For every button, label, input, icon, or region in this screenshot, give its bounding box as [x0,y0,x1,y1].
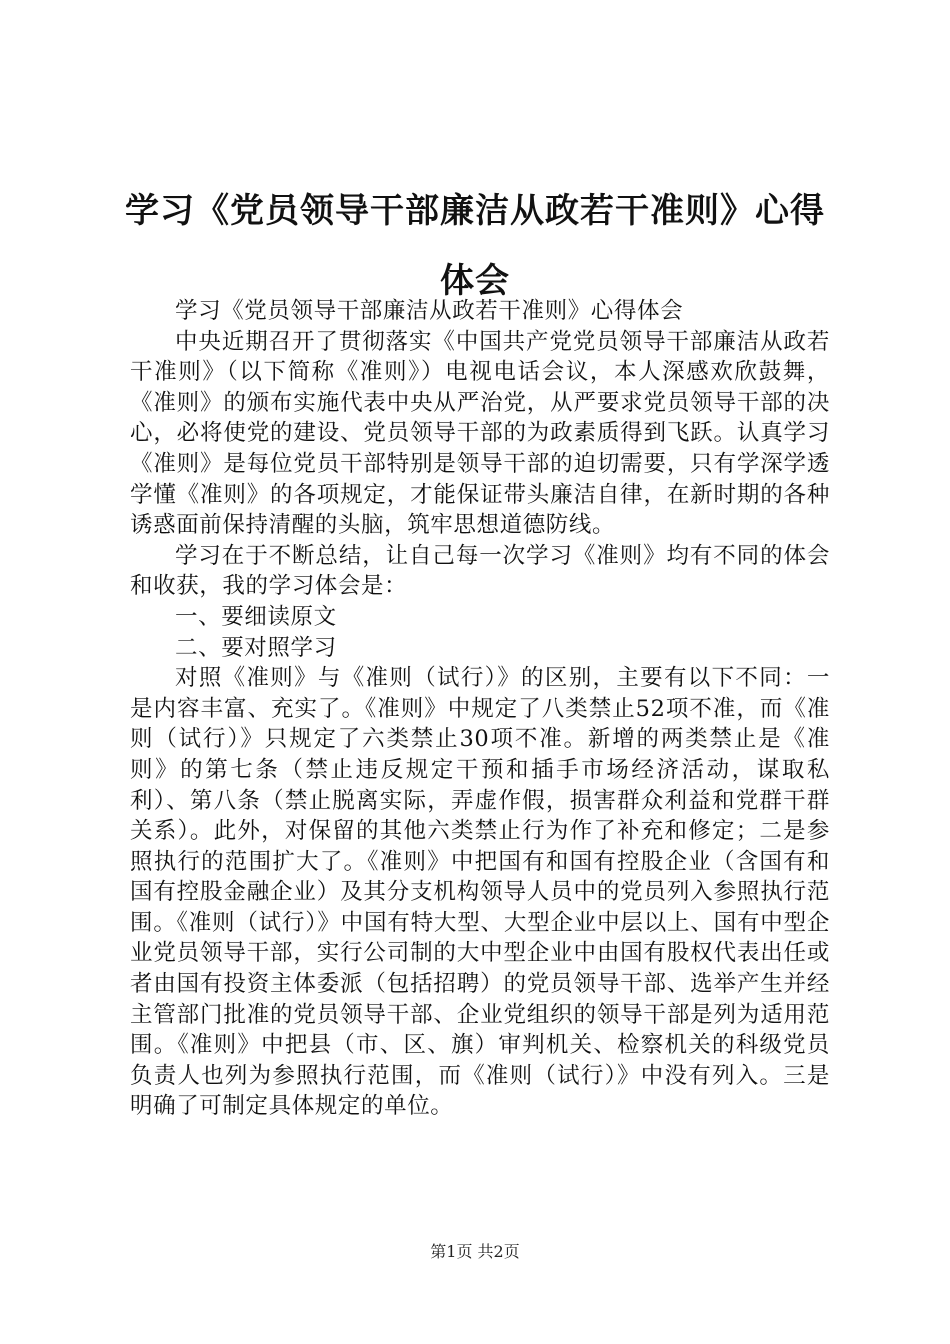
page-footer: 第1页 共2页 [430,1242,520,1261]
document-title: 学习《党员领导干部廉洁从政若干准则》心得体会 [125,191,825,301]
paragraph-subtitle: 学习《党员领导干部廉洁从政若干准则》心得体会 [175,298,684,324]
paragraph-comparison: 对照《准则》与《准则（试行）》的区别，主要有以下不同：一是内容丰富、充实了。《准则》中规定了八类禁止52项不准，而《准则（试行）》只规定了六类禁止30项不准。新增的两类禁止是《准则》的第七条（禁止违反规定干预和插手市场经济活动，谋取私利）、第八条（禁止脱离实际，弄虚作假，损害群众利益和党群干群关系）。此外，对保留的其他六类禁止行为作了补充和修定；二是参照执行的范围扩大了。《准则》中把国有和国有控股企业（含国有和国有控股金融企业）及其分支机构领导人员中的党员列入参照执行范围。《准则（试行）》中国有特大型、大型企业中层以上、国有中型企业党员领导干部，实行公司制的大中型企业中由国有股权代表出任或者由国有投资主体委派（包括招聘）的党员领导干部、选举产生并经主管部门批准的党员领导干部、企业党组织的领导干部是列为适用范围。《准则》中把县（市、区、旗）审判机关、检察机关的科级党员负责人也列为参照执行范围，而《准则（试行）》中没有列入。三是明确了可制定具体规定的单位。 [130,665,830,1120]
paragraph-summary: 学习在于不断总结，让自己每一次学习《准则》均有不同的体会和收获，我的学习体会是： [130,542,830,600]
paragraph-intro: 中央近期召开了贯彻落实《中国共产党党员领导干部廉洁从政若干准则》（以下简称《准则》）电视电话会议，本人深感欢欣鼓舞，《准则》的颁布实施代表中央从严治党，从严要求党员领导干部的决心，必将使党的建设、党员领导干部的为政素质得到飞跃。认真学习《准则》是每位党员干部特别是领导干部的迫切需要，只有学深学透学懂《准则》的各项规定，才能保证带头廉洁自律，在新时期的各种诱惑面前保持清醒的头脑，筑牢思想道德防线。 [130,328,830,539]
paragraph-point-two: 二、要对照学习 [175,634,337,661]
document-body [130,296,830,1122]
paragraph-point-one: 一、要细读原文 [175,603,337,630]
